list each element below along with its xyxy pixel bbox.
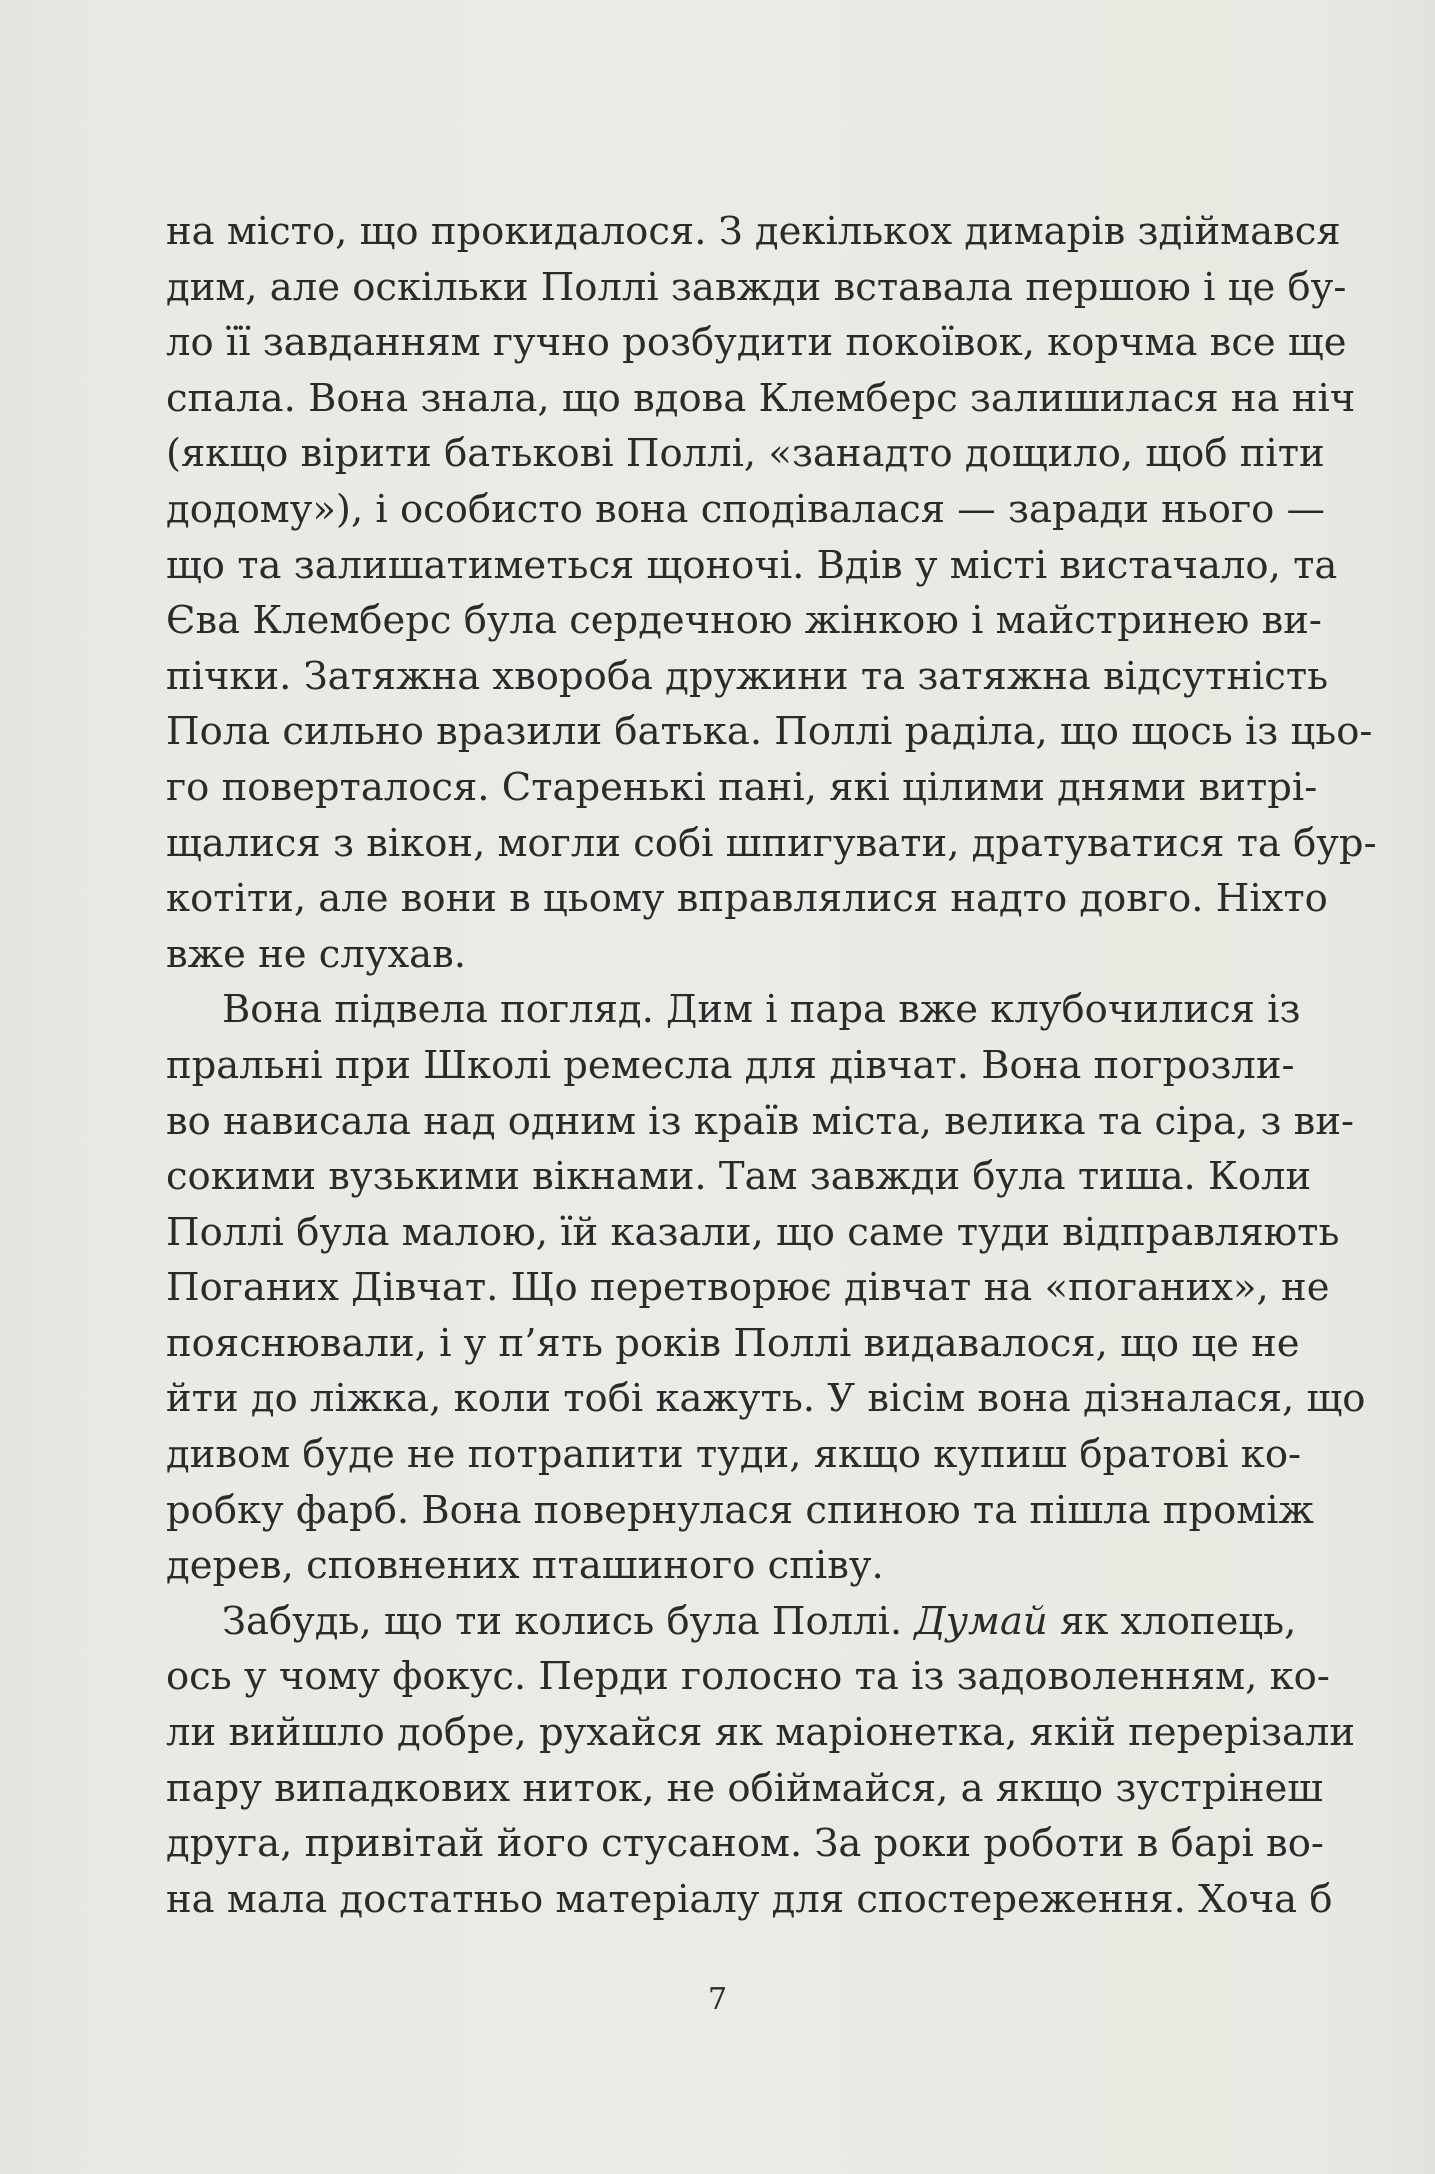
text-line: Поганих Дівчат. Що перетворює дівчат на «поганих», не (166, 1265, 1330, 1311)
text-line (166, 1594, 1297, 1650)
text-line: на місто, що прокидалося. З декількох димарів здіймався (166, 209, 1341, 254)
text-line: щалися з вікон, могли собі шпигувати, дратуватися та бур- (166, 820, 1377, 866)
text-line: дим, але оскільки Поллі завжди вставала першою і це бу- (166, 264, 1347, 310)
text-line: дерев, сповнених пташиного співу. (166, 1543, 884, 1589)
body-text (166, 204, 1377, 1927)
text-line: спала. Вона знала, що вдова Клемберс залишилася на ніч (166, 375, 1356, 421)
text-line: вже не слухав. (166, 931, 467, 977)
text-line: во нависала над одним із країв міста, велика та сіра, з ви- (166, 1098, 1354, 1144)
text-line: (якщо вірити батькові Поллі, «занадто дощило, щоб піти (166, 431, 1325, 477)
text-line: го поверталося. Старенькі пані, які цілими днями витрі- (166, 764, 1318, 810)
text-line: котіти, але вони в цьому вправлялися надто довго. Ніхто (166, 876, 1328, 922)
text-line: друга, привітай його стусаном. За роки роботи в барі во- (166, 1821, 1324, 1867)
text-line: Поллі була малою, їй казали, що саме туди відправляють (166, 1209, 1340, 1255)
text-line: додому»), і особисто вона сподівалася — заради нього — (166, 486, 1326, 532)
text-line: робку фарб. Вона повернулася спиною та пішла проміж (166, 1487, 1314, 1533)
text-segment: Забудь, що ти колись була Поллі. (222, 1598, 903, 1644)
text-line: що та залишатиметься щоночі. Вдів у місті вистачало, та (166, 542, 1338, 588)
text-line: пічки. Затяжна хвороба дружини та затяжна відсутність (166, 653, 1329, 699)
text-line: пральні при Школі ремесла для дівчат. Вона погрозли- (166, 1042, 1295, 1088)
text-line: на мала достатньо матеріалу для спостереження. Хоча б (166, 1876, 1333, 1922)
text-line: йти до ліжка, коли тобі кажуть. У вісім вона дізналася, що (166, 1376, 1366, 1422)
text-line: Єва Клемберс була сердечною жінкою і майстринею ви- (166, 598, 1322, 644)
text-line: Пола сильно вразили батька. Поллі раділа, що щось із цьо- (166, 709, 1373, 755)
text-line: Вона підвела погляд. Дим і пара вже клубочилися із (222, 987, 1301, 1033)
page-number: 7 (707, 1982, 728, 2017)
text-line: сокими вузькими вікнами. Там завжди була тиша. Коли (166, 1154, 1312, 1200)
text-line: дивом буде не потрапити туди, якщо купиш братові ко- (166, 1432, 1302, 1478)
text-line: ось у чому фокус. Перди голосно та із задоволенням, ко- (166, 1654, 1330, 1700)
text-line: пару випадкових ниток, не обіймайся, а якщо зустрінеш (166, 1765, 1324, 1811)
text-line: ло її завданням гучно розбудити покоївок, корчма все ще (166, 320, 1347, 366)
text-line: пояснювали, і у п’ять років Поллі видавалося, що це не (166, 1320, 1300, 1366)
text-segment: як хлопець, (1059, 1598, 1297, 1644)
italic-word: Думай (914, 1598, 1048, 1644)
text-line: ли вийшло добре, рухайся як маріонетка, якій перерізали (166, 1710, 1356, 1756)
